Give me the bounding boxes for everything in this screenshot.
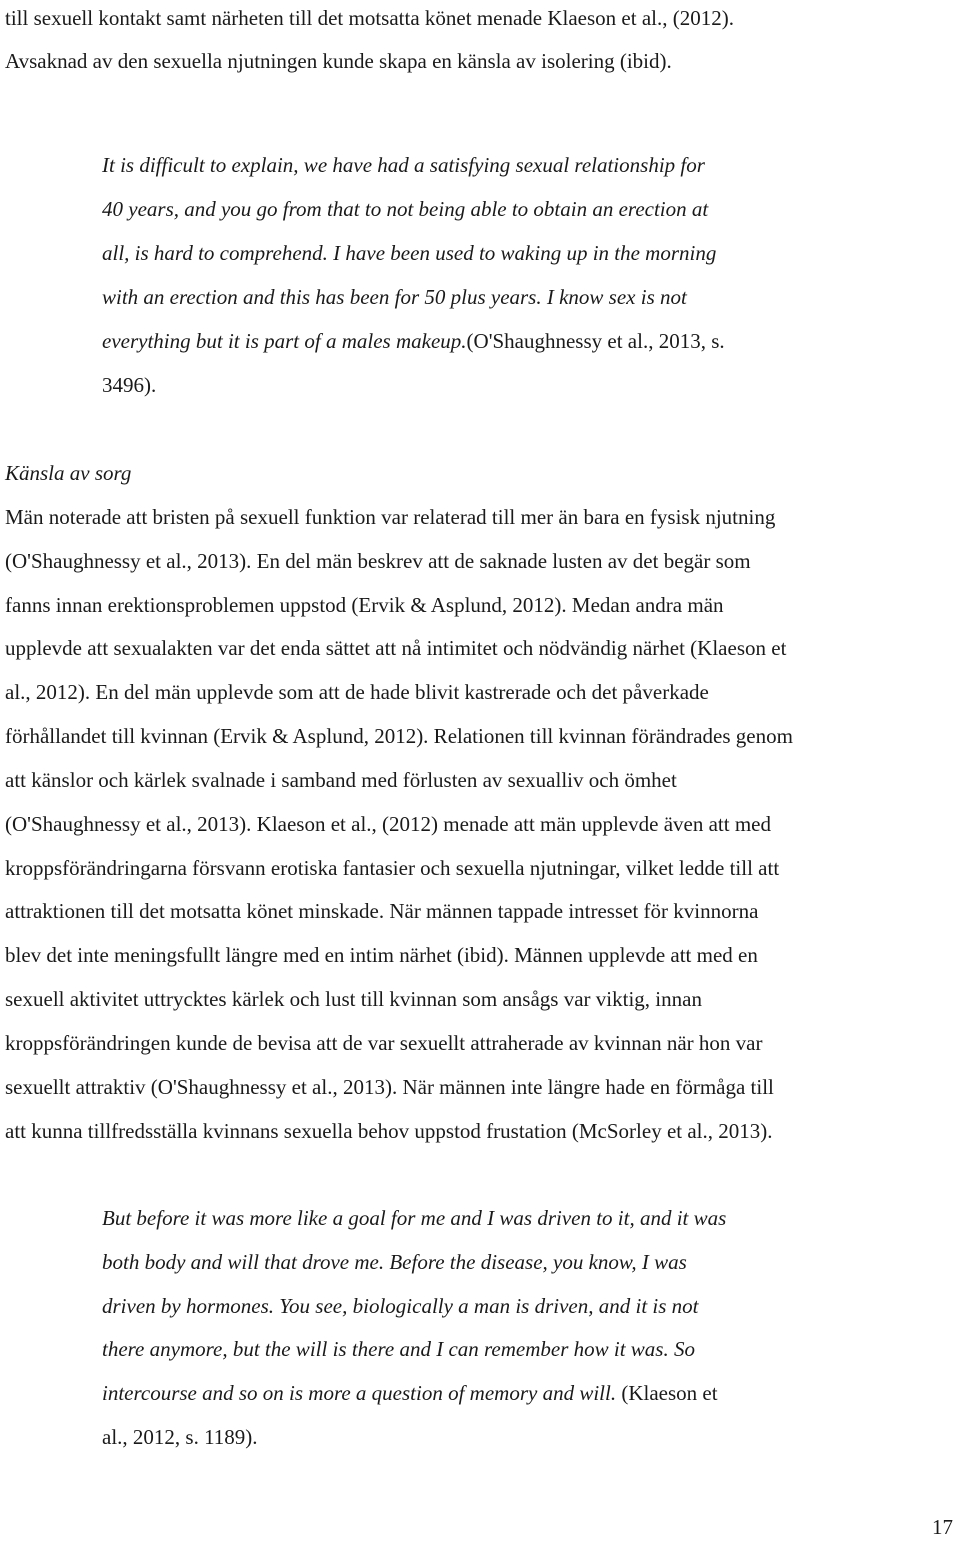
paragraph-line: al., 2012). En del män upplevde som att de hade blivit kastrerade och det påverkade [5, 680, 709, 704]
quote-line [102, 320, 725, 364]
quote-citation-end: 3496). [102, 373, 157, 397]
paragraph-line: att kunna tillfredsställa kvinnans sexuella behov uppstod frustation (McSorley et al., 2013). [5, 1119, 773, 1143]
quote-citation-end: al., 2012, s. 1189). [102, 1425, 258, 1449]
quote-line: It is difficult to explain, we have had a satisfying sexual relationship for [102, 153, 705, 177]
paragraph-line: förhållandet till kvinnan (Ervik & Asplund, 2012). Relationen till kvinnan förändrades genom [5, 724, 793, 748]
intro-line: Avsaknad av den sexuella njutningen kunde skapa en känsla av isolering (ibid). [5, 49, 672, 73]
quote-text: intercourse and so on is more a question of memory and will. [102, 1381, 617, 1405]
paragraph-line: attraktionen till det motsatta könet minskade. När männen tappade intresset för kvinnorna [5, 899, 759, 923]
page-number: 17 [932, 1515, 953, 1539]
quote-line [102, 1372, 718, 1416]
quote-line: both body and will that drove me. Before the disease, you know, I was [102, 1250, 687, 1274]
paragraph-line: sexuell aktivitet uttrycktes kärlek och lust till kvinnan som ansågs var viktig, innan [5, 987, 702, 1011]
paragraph-line: (O'Shaughnessy et al., 2013). En del män beskrev att de saknade lusten av det begär som [5, 549, 751, 573]
quote-citation: (Klaeson et [616, 1381, 718, 1405]
quote-line: driven by hormones. You see, biologically a man is driven, and it is not [102, 1294, 699, 1318]
paragraph-line: upplevde att sexualakten var det enda sättet att nå intimitet och nödvändig närhet (Klaeson et [5, 636, 787, 660]
paragraph-line: (O'Shaughnessy et al., 2013). Klaeson et al., (2012) menade att män upplevde även att med [5, 812, 771, 836]
quote-line: all, is hard to comprehend. I have been used to waking up in the morning [102, 241, 717, 265]
paragraph-line: kroppsförändringarna försvann erotiska fantasier och sexuella njutningar, vilket ledde till att [5, 856, 780, 880]
quote-text: everything but it is part of a males makeup. [102, 329, 467, 353]
quote-line: 40 years, and you go from that to not being able to obtain an erection at [102, 197, 709, 221]
intro-line: till sexuell kontakt samt närheten till det motsatta könet menade Klaeson et al., (2012). [5, 6, 734, 30]
section-heading: Känsla av sorg [5, 461, 132, 485]
paragraph-line: att känslor och kärlek svalnade i samband med förlusten av sexualliv och ömhet [5, 768, 677, 792]
paragraph-line: Män noterade att bristen på sexuell funktion var relaterad till mer än bara en fysisk njutning [5, 505, 776, 529]
quote-line: But before it was more like a goal for me and I was driven to it, and it was [102, 1206, 727, 1230]
paragraph-line: sexuellt attraktiv (O'Shaughnessy et al., 2013). När männen inte längre hade en förmåga till [5, 1075, 774, 1099]
paragraph-line: fanns innan erektionsproblemen uppstod (Ervik & Asplund, 2012). Medan andra män [5, 593, 724, 617]
paragraph-line: kroppsförändringen kunde de bevisa att de var sexuellt attraherade av kvinnan när hon var [5, 1031, 763, 1055]
quote-citation: (O'Shaughnessy et al., 2013, s. [466, 329, 725, 353]
quote-line: with an erection and this has been for 50 plus years. I know sex is not [102, 285, 687, 309]
paragraph-line: blev det inte meningsfullt längre med en intim närhet (ibid). Männen upplevde att med en [5, 943, 758, 967]
quote-line: there anymore, but the will is there and I can remember how it was. So [102, 1337, 695, 1361]
